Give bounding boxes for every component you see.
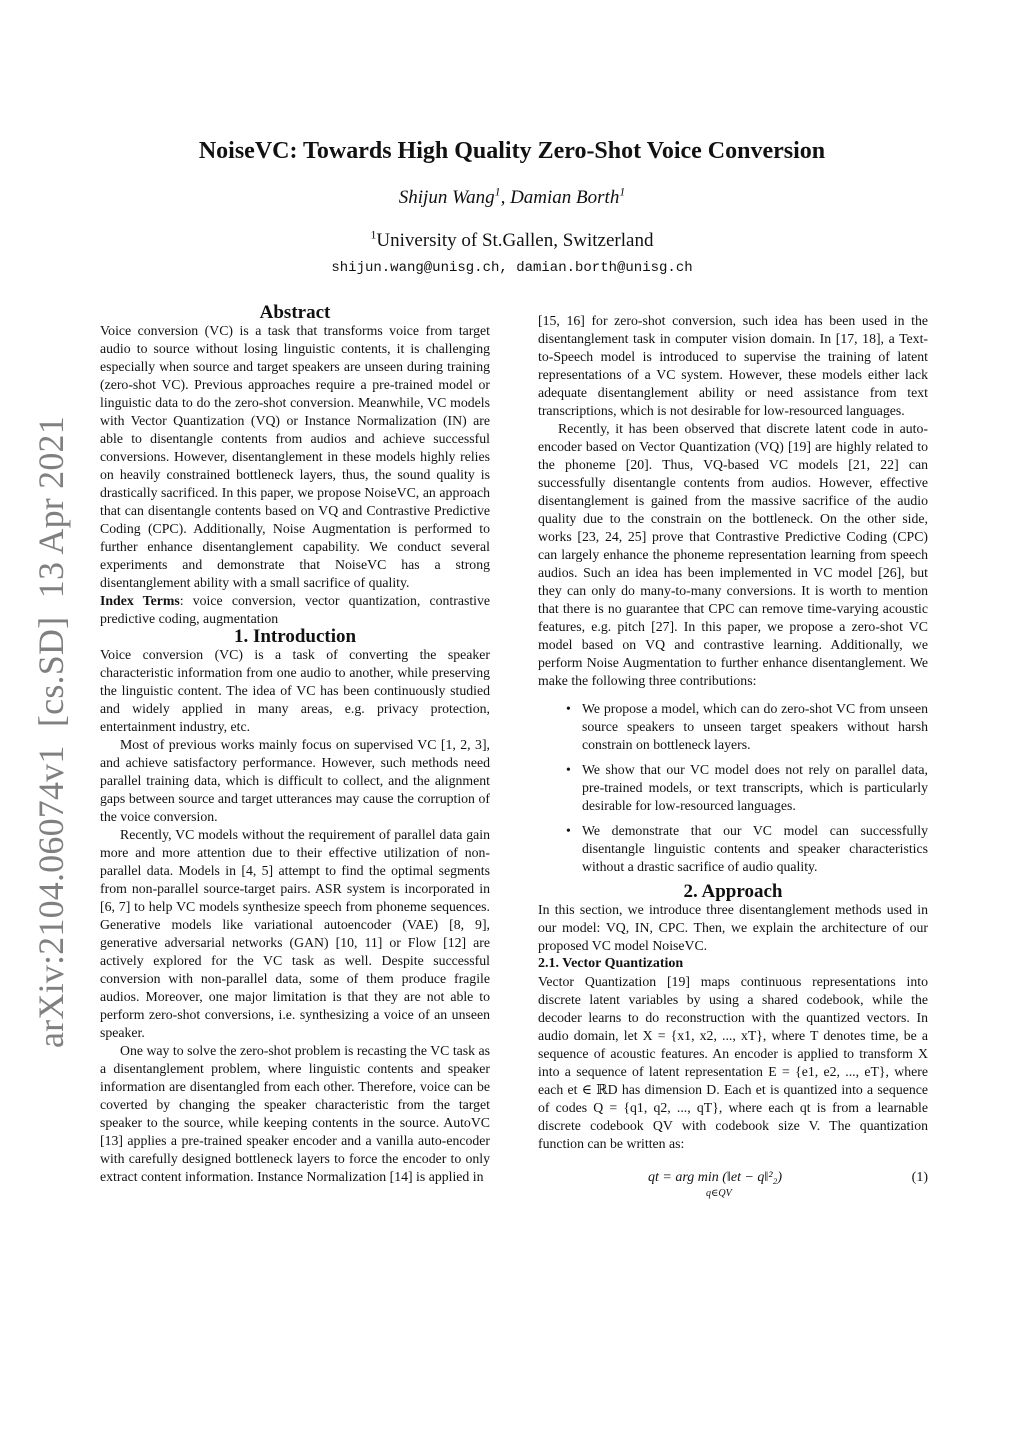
abstract-heading: Abstract — [259, 302, 331, 323]
author-affil-mark: 1 — [494, 185, 501, 199]
bullet-icon: • — [566, 823, 571, 838]
arxiv-side-stamp: arXiv:2104.06074v1 [cs.SD] 13 Apr 2021 — [31, 416, 71, 1048]
right-paragraph: Recently, it has been observed that discrete latent code in auto-encoder based on Vector Quantization (VQ) [19] are highly related to the phoneme [20]. Thus, VQ-based VC models [21, 22] can successfully disentangle contents from audios. However, effective disentanglement is gained from the massive sacrifice of the audio quality due to the constrain on the bottleneck. On the other side, works [23, 24, 25] prove that Contrastive Predictive Coding (CPC) can largely enhance the phoneme representation learning from speech audios. Such an idea has been implemented in VC model [26], but they can only do many-to-many conversions. It is worth to mention that there is no guarantee that CPC can remove time-varying acoustic features, e.g. pitch [27]. In this paper, we propose a zero-shot VC model based on VQ and contrastive learning. Additionally, we perform Noise Augmentation to further enhance disentanglement. We make the following three contributions: — [538, 421, 928, 688]
equation-subscript: q∈QV — [706, 1188, 732, 1199]
contribution-text: We demonstrate that our VC model can successfully disentangle linguistic contents and speaker characteristics without a drastic sacrifice of audio quality. — [582, 823, 928, 874]
authors-line — [0, 187, 1024, 209]
intro-paragraph: Recently, VC models without the requirement of parallel data gain more and more attention due to their effective utilization of non-parallel data. Models in [4, 5] attempt to find the optimal segments from non-parallel source-target pairs. ASR system is incorporated in [6, 7] to help VC models synthesize speech from phoneme sequences. Generative models like variational autoencoder (VAE) [8, 9], generative adversarial networks (GAN) [10, 11] or Flow [12] are actively explored for the VC task as well. Despite successful conversion with non-parallel data, some of them produce fragile audios. Moreover, one major limitation is that they are not able to perform zero-shot conversions, i.e. synthesizing a voice of an unseen speaker. — [100, 827, 490, 1040]
equation-body: qt = arg min (‖et − q‖²₂) — [648, 1170, 783, 1185]
paper-title: NoiseVC: Towards High Quality Zero-Shot Voice Conversion — [198, 138, 826, 164]
contribution-text: We show that our VC model does not rely on parallel data, pre-trained models, or text transcripts, which is particularly desirable for low-resourced languages. — [582, 762, 928, 813]
affiliation-name: University of St.Gallen, Switzerland — [376, 230, 654, 251]
intro-paragraph: One way to solve the zero-shot problem is recasting the VC task as a disentanglement problem, where linguistic contents and speaker information are disentangled from each other. Therefore, voice can be coverted by changing the speaker characteristic from the target speaker to the source, while keeping contents in the source. AutoVC [13] applies a pre-trained speaker encoder and a vanilla auto-encoder with carefully designed bottleneck layers to force the encoder to only extract content information. Instance Normalization [14] is applied in — [100, 1043, 490, 1184]
approach-heading: 2. Approach — [683, 881, 783, 902]
index-terms — [100, 592, 490, 628]
bullet-icon: • — [566, 762, 571, 777]
affil-mark: 1 — [370, 228, 377, 242]
index-terms-label: Index Terms — [100, 593, 180, 608]
introduction-heading: 1. Introduction — [233, 626, 357, 647]
affiliation — [0, 230, 1024, 252]
equation-number: (1) — [911, 1170, 928, 1185]
vq-paragraph: Vector Quantization [19] maps continuous representations into discrete latent variables by using a shared codebook, while the decoder learns to do reconstruction with the quantized vectors. In audio domain, let X = {x1, x2, ..., xT}, where T denotes time, be a sequence of acoustic features. An encoder is applied to transform X into a sequence of latent representation E = {e1, e2, ..., eT}, where each et ∈ ℝD has dimension D. Each et is quantized into a sequence of codes Q = {q1, q2, ..., qT}, where each qt is from a learnable discrete codebook QV with codebook size V. The quantization function can be written as: — [538, 974, 928, 1151]
right-paragraph: [15, 16] for zero-shot conversion, such idea has been used in the disentanglement task in computer vision domain. In [17, 18], a Text-to-Speech model is introduced to supervise the training of latent representations of a VC system. However, these models either lack adequate disentanglement ability or need assistance from text transcriptions, which is not desirable for low-resourced languages. — [538, 313, 928, 418]
equation-1 — [538, 1169, 928, 1205]
approach-intro: In this section, we introduce three disentanglement methods used in our model: VQ, IN, CPC. Then, we explain the architecture of our proposed VC model NoiseVC. — [538, 902, 928, 953]
contribution-item — [562, 761, 928, 815]
author-name: Shijun Wang — [398, 187, 495, 208]
author-name: Damian Borth — [510, 187, 620, 208]
index-terms-text: : voice conversion, vector quantization, contrastive predictive coding, augmentation — [100, 593, 491, 626]
right-column — [538, 312, 928, 1205]
contribution-item — [562, 700, 928, 754]
intro-paragraph: Voice conversion (VC) is a task of converting the speaker characteristic information from one audio to another, while preserving the linguistic content. The idea of VC has been continuously studied and widely applied in many areas, e.g. privacy protection, entertainment industry, etc. — [100, 647, 490, 734]
author-affil-mark: 1 — [619, 185, 626, 199]
contributions-list — [538, 700, 928, 876]
vq-subheading: 2.1. Vector Quantization — [538, 956, 684, 971]
bullet-icon: • — [566, 701, 571, 716]
intro-paragraph: Most of previous works mainly focus on supervised VC [1, 2, 3], and achieve satisfactory performance. However, such methods need parallel training data, which is difficult to collect, and the alignment gaps between source and target utterances may cause the corruption of the voice conversion. — [100, 737, 490, 824]
contribution-text: We propose a model, which can do zero-shot VC from unseen source speakers to unseen target speakers without harsh constrain on bottleneck layers. — [582, 701, 928, 752]
contribution-item — [562, 822, 928, 876]
author-separator: , — [500, 187, 511, 208]
left-column — [100, 304, 490, 1186]
abstract-body: Voice conversion (VC) is a task that transforms voice from target audio to source without losing linguistic contents, it is challenging especially when source and target speakers are unseen during training (zero-shot VC). Previous approaches require a pre-trained model or linguistic data to do the zero-shot conversion. Meanwhile, VC models with Vector Quantization (VQ) or Instance Normalization (IN) are able to disentangle contents from audios and achieve successful conversions. However, disentanglement in these models highly relies on heavily constrained bottleneck layers, thus, the sound quality is drastically sacrificed. In this paper, we propose NoiseVC, an approach that can disentangle contents based on VQ and Contrastive Predictive Coding (CPC). Additionally, Noise Augmentation is performed to further enhance disentanglement capability. We conduct several experiments and demonstrate that NoiseVC has a strong disentanglement ability with a small sacrifice of quality. — [100, 323, 490, 590]
author-emails: shijun.wang@unisg.ch, damian.borth@unisg.ch — [331, 260, 693, 276]
